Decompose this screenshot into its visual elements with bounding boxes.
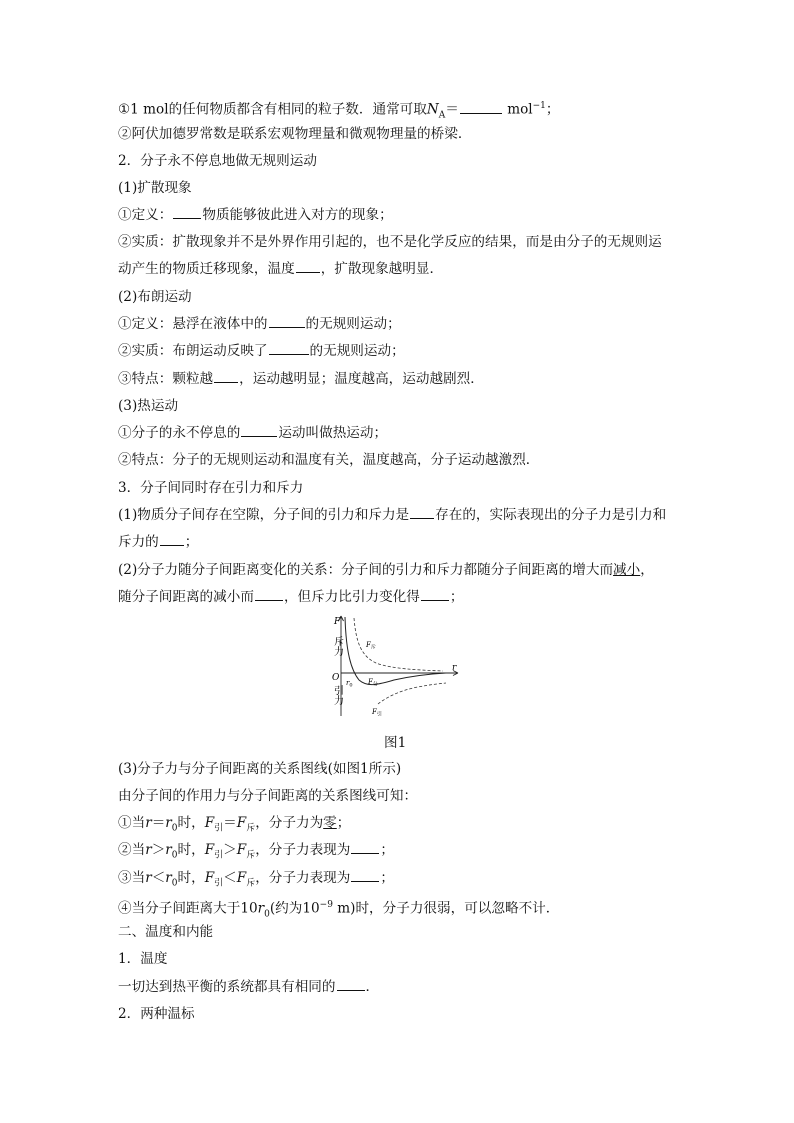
line-avogadro	[118, 96, 560, 125]
line-thermal-feature	[118, 450, 539, 470]
fill-blank	[255, 587, 283, 601]
line-forces-cont	[118, 532, 198, 552]
line-essence-cont	[118, 259, 443, 279]
line-graph-intro	[118, 786, 417, 806]
label-r0: $r_0$	[346, 679, 353, 689]
line-brownian-feature	[118, 369, 484, 389]
net-force-curve	[345, 617, 446, 685]
line-brownian-essence	[118, 341, 405, 361]
unit: mol	[507, 101, 533, 118]
section-heading	[118, 949, 167, 969]
text: ①分子的永不停息的	[118, 425, 241, 441]
fill-blank	[173, 205, 201, 219]
fill-blank	[214, 369, 238, 383]
fill-blank	[296, 259, 320, 273]
force-distance-graph	[328, 612, 468, 720]
text: ，	[640, 562, 654, 578]
text: ；	[184, 534, 199, 550]
line-forces	[118, 505, 666, 525]
label-r-axis: r	[452, 663, 457, 673]
text: ②实质：布朗运动反映了	[118, 343, 268, 359]
fill-blank	[337, 977, 365, 991]
label-origin: O	[332, 673, 340, 683]
sub-heading	[118, 396, 178, 416]
section-heading	[118, 478, 303, 498]
figure-caption: 图1	[384, 735, 407, 751]
attraction-curve	[378, 683, 446, 704]
text: (2)布朗运动	[118, 289, 192, 305]
label-attraction: 引力	[331, 685, 343, 705]
line-case-less: ③当$r<r_0$时，$F_引<F_斥$，分子力表现为 ；	[118, 870, 394, 889]
text: 运动叫做热运动；	[278, 425, 388, 441]
sub-heading	[118, 759, 401, 779]
line-essence	[118, 232, 662, 252]
text: ①定义：悬浮在液体中的	[118, 316, 268, 332]
fill-blank	[269, 341, 309, 355]
line-brownian-def	[118, 314, 401, 334]
text: ，扩散现象越明显．	[320, 261, 444, 277]
line-definition	[118, 205, 393, 225]
text: 斥力的	[118, 534, 159, 550]
fill-blank	[460, 100, 502, 114]
line-case-greater: ②当$r>r_0$时，$F_引>F_斥$，分子力表现为 ；	[118, 842, 394, 861]
fill-blank	[269, 314, 305, 328]
label-f-axis: F	[334, 617, 341, 627]
line-bridge	[118, 124, 471, 144]
subscript: A	[438, 110, 446, 121]
text: ③特点：颗粒越	[118, 371, 214, 387]
sub-heading	[118, 287, 192, 307]
chapter-heading	[118, 922, 213, 942]
symbol-n: N	[426, 101, 439, 118]
fill-blank	[241, 423, 277, 437]
text: ；	[449, 589, 464, 605]
line-force-distance-cont	[118, 587, 463, 607]
answer-underlined: 零	[323, 815, 337, 831]
superscript: −1	[532, 101, 546, 111]
text: 的无规则运动；	[305, 316, 401, 332]
text: (3)分子力与分子间距离的关系图线(如图1所示)	[118, 761, 402, 777]
line-case-far: ④当分子间距离大于$10r_0$(约为$10^{-9}$ m)时，分子力很弱，可以忽略不计．	[118, 900, 560, 920]
answer-underlined: 减小	[613, 562, 641, 578]
fill-blank	[421, 587, 449, 601]
label-f-repel: $F_斥$	[366, 641, 376, 651]
text: (2)分子力随分子间距离变化的关系：分子间的引力和斥力都随分子间距离的增大而	[118, 562, 614, 578]
text: ②特点：分子的无规则运动和温度有关，温度越高，分子运动越激烈．	[118, 452, 540, 468]
line-force-distance	[118, 560, 654, 580]
text: 的无规则运动；	[309, 343, 405, 359]
text: 3．分子间同时存在引力和斥力	[118, 480, 304, 496]
text: 1．温度	[118, 951, 168, 967]
fill-blank	[160, 532, 184, 546]
fill-blank	[351, 840, 379, 854]
text: ②阿伏加德罗常数是联系宏观物理量和微观物理量的桥梁．	[118, 126, 472, 142]
text: 由分子间的作用力与分子间距离的关系图线可知：	[118, 788, 418, 804]
text: 二、温度和内能	[118, 924, 214, 940]
sub-heading	[118, 178, 192, 198]
section-heading	[118, 151, 317, 171]
line-case-equal: ①当$r=r_0$时，$F_引=F_斥$，分子力为零；	[118, 815, 351, 834]
line-temperature: 一切达到热平衡的系统都具有相同的 ．	[118, 979, 380, 995]
text: 动产生的物质迁移现象，温度	[118, 261, 295, 277]
text: ①定义：	[118, 207, 173, 223]
text: (1)扩散现象	[118, 180, 192, 196]
text: ，但斥力比引力变化得	[283, 589, 420, 605]
label-f-net: $F_分$	[368, 678, 378, 688]
text: 存在的，实际表现出的分子力是引力和	[435, 507, 667, 523]
label-f-attract: $F_引$	[372, 708, 382, 718]
label-repulsion: 斥力	[331, 636, 343, 656]
fill-blank	[351, 868, 379, 882]
text: 2．分子永不停息地做无规则运动	[118, 153, 317, 169]
text: 随分子间距离的减小而	[118, 589, 254, 605]
text: (1)物质分子间存在空隙，分子间的引力和斥力是	[118, 507, 410, 523]
text: (3)热运动	[118, 398, 179, 414]
text: ，运动越明显；温度越高，运动越剧烈．	[239, 371, 484, 387]
text: ①1 mol的任何物质都含有相同的粒子数．通常可取	[118, 101, 427, 118]
text: ；	[545, 101, 560, 118]
fill-blank	[410, 505, 434, 519]
line-thermal-def	[118, 423, 387, 443]
text: 2．两种温标	[118, 1006, 195, 1022]
text: ＝	[445, 101, 459, 118]
text: ②实质：扩散现象并不是外界作用引起的，也不是化学反应的结果，而是由分子的无规则运	[118, 234, 662, 250]
text: 物质能够彼此进入对方的现象；	[202, 207, 393, 223]
section-heading	[118, 1004, 195, 1024]
